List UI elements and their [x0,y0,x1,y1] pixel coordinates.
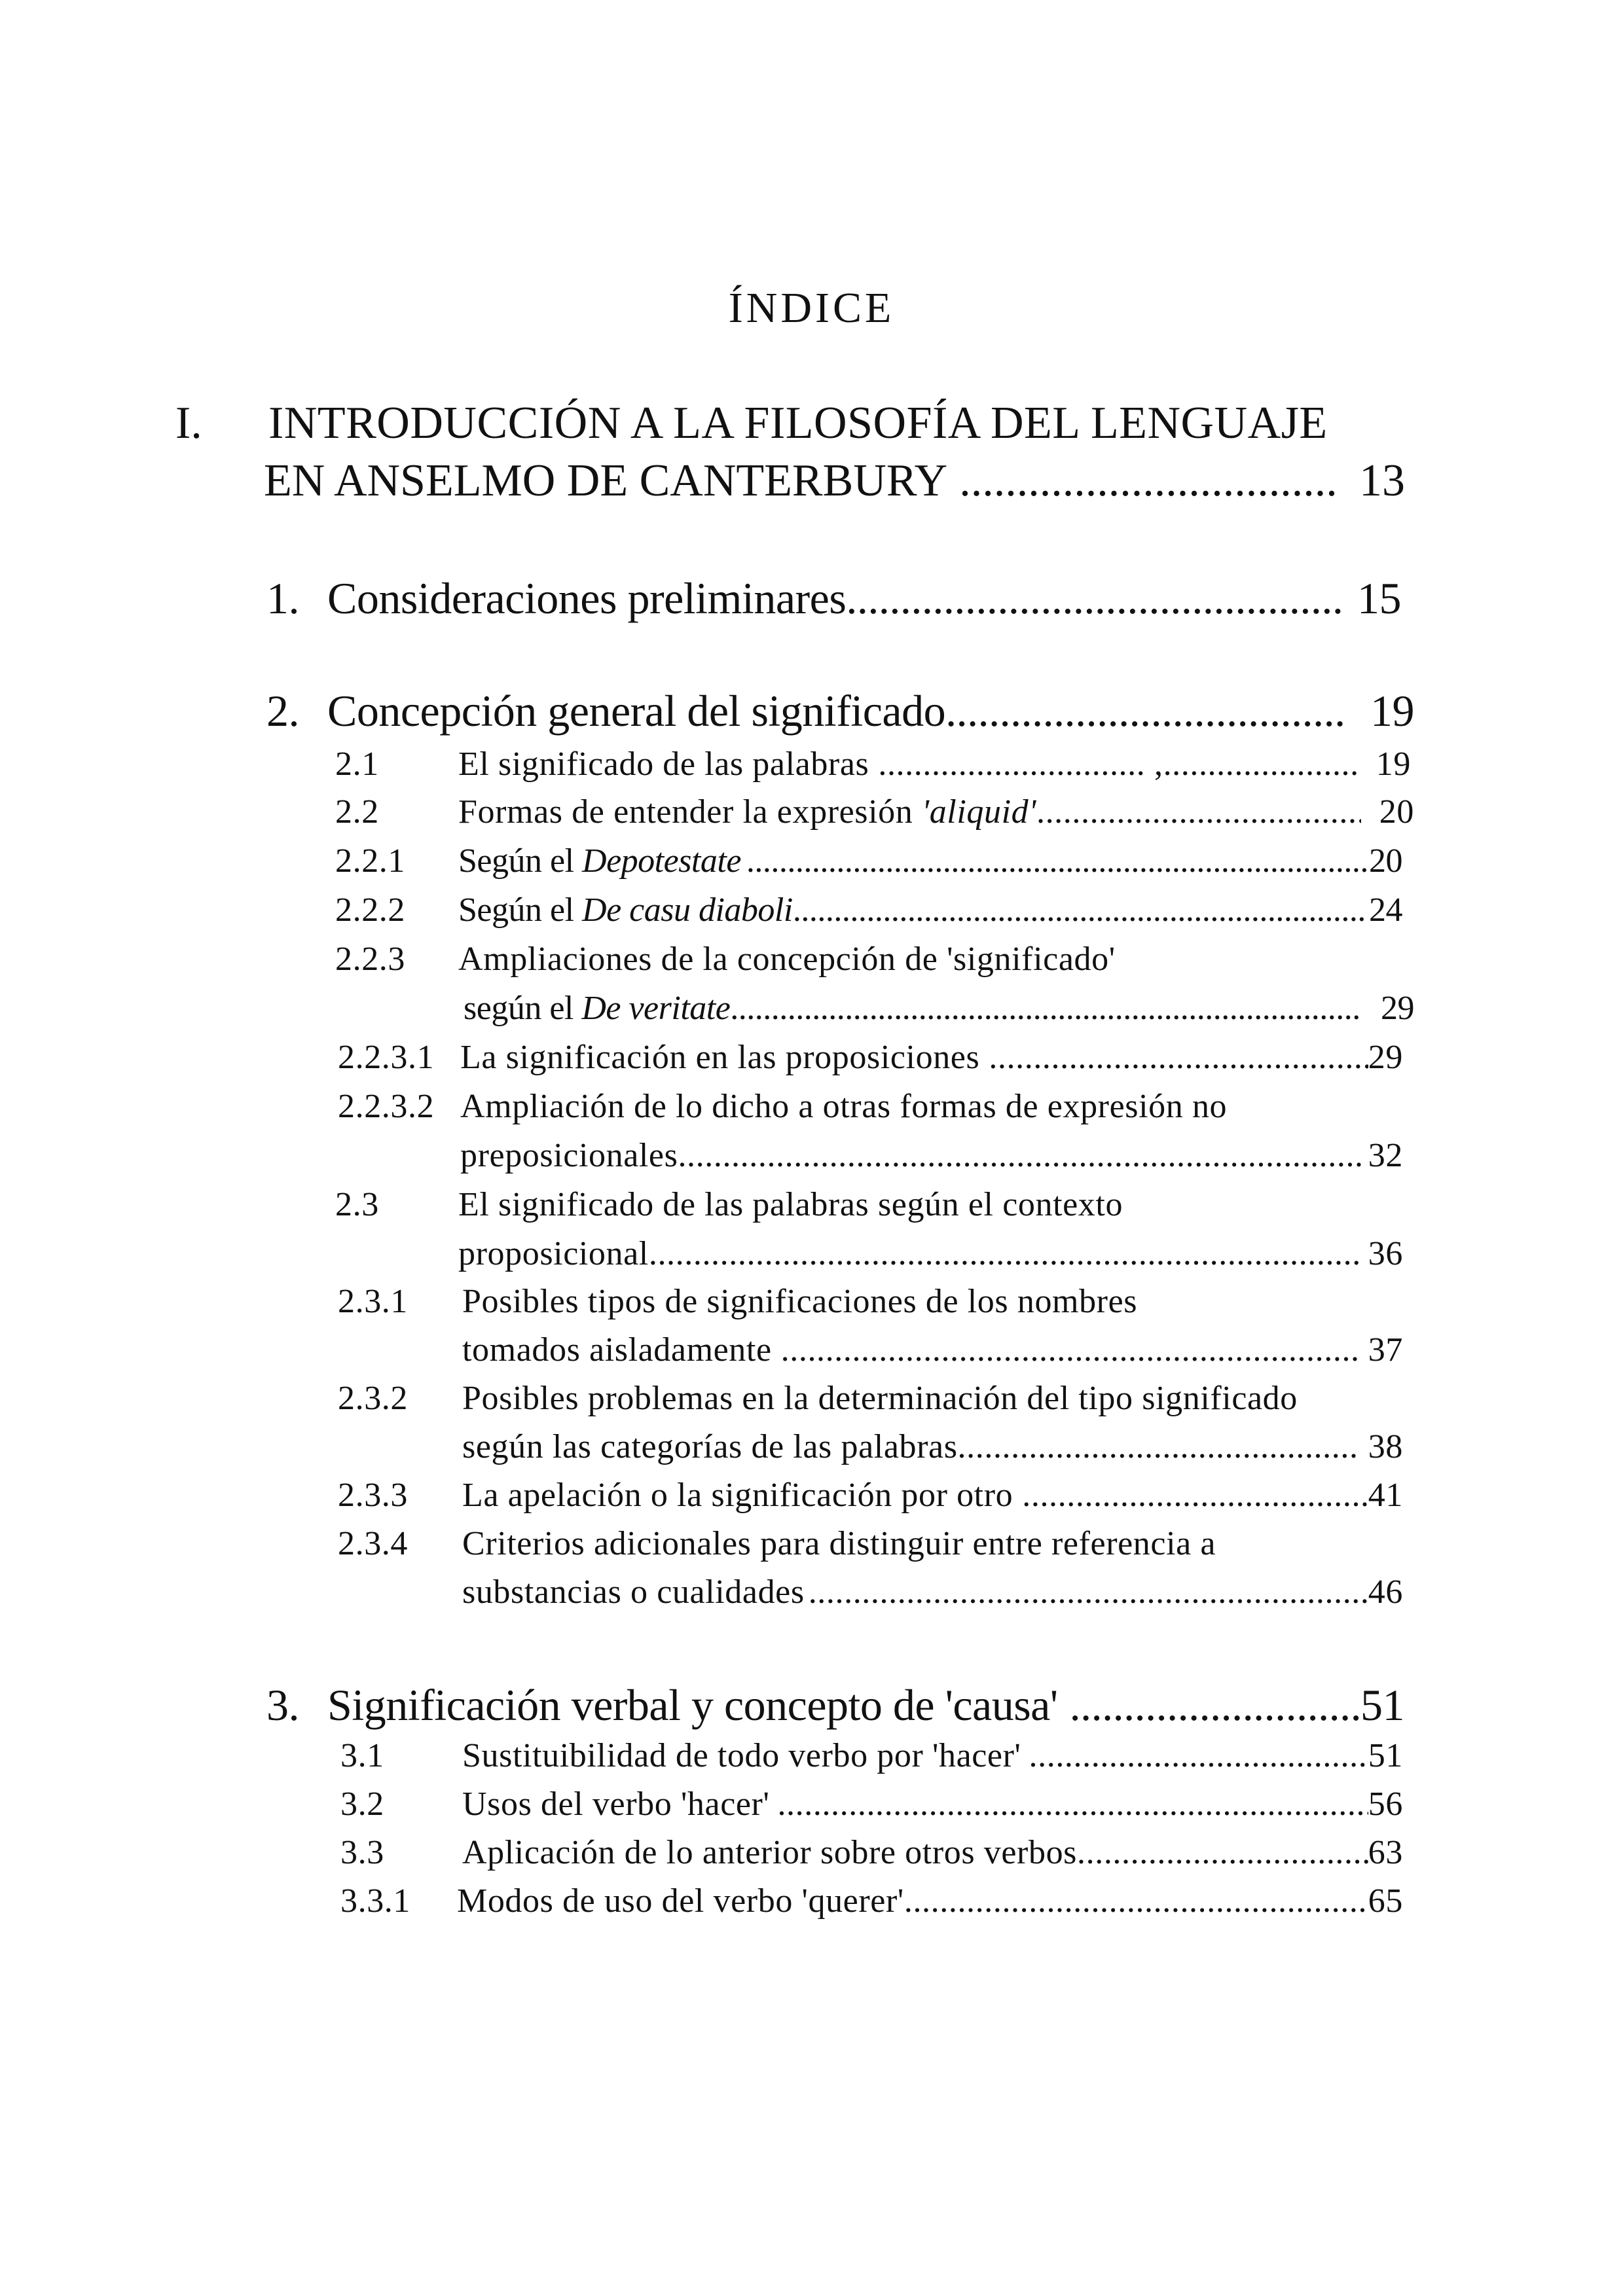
section-number: 2.2.3 [335,941,405,978]
section-number: 2.2.2 [335,891,405,929]
dot-leader [741,844,1369,878]
dot-leader [1036,795,1361,829]
page-number: 36 [1368,1235,1403,1272]
dot-leader [958,1430,1359,1464]
section-title: La apelación o la significación por otro [462,1477,1013,1514]
section-number: 2.2.1 [335,842,405,880]
page-number: 29 [1381,990,1414,1027]
section-title: Según el De casu diaboli [458,891,793,929]
section-number: 3.2 [340,1785,384,1823]
page-number: 20 [1379,793,1414,831]
page-title: ÍNDICE [728,284,895,332]
dot-leader [805,1575,1368,1609]
section-number: 2.3.3 [338,1477,408,1514]
chapter-number: 1. [266,573,299,623]
section-title-line-2: preposicionales [460,1137,678,1174]
section-number: 2.3.2 [338,1380,408,1417]
chapter-number: 3. [266,1680,299,1730]
page-number: 29 [1368,1039,1403,1076]
section-title: Sustituibilidad de todo verbo por 'hacer' [462,1737,1021,1774]
page-number: 20 [1369,842,1402,880]
part-title-line-2 [264,458,1405,504]
part-number: I. [175,398,202,448]
section-title: Aplicación de lo anterior sobre otros verbos [462,1834,1078,1871]
dot-leader [1021,1739,1368,1773]
section-title-line-1: Criterios adicionales para distinguir entre referencia a [462,1525,1216,1562]
section-title-line-2: proposicional [458,1235,649,1272]
section-number: 3.3.1 [340,1882,410,1920]
section-number: 2.1 [335,745,379,783]
page-number: 19 [1376,745,1411,783]
section-title: Usos del verbo 'hacer' [462,1785,770,1823]
page-number: 51 [1368,1737,1403,1774]
page-number: 15 [1357,573,1401,623]
dot-leader [1077,1836,1368,1870]
page-number: 19 [1370,686,1414,736]
section-number: 2.2.3.1 [338,1039,435,1076]
section-title: La significación en las proposiciones [460,1039,980,1076]
section-title-line-1: Ampliaciones de la concepción de 'significado' [458,941,1116,978]
section-title-line-1: Posibles tipos de significaciones de los nombres [462,1283,1138,1320]
dot-leader [769,1787,1368,1821]
section-number: 3.3 [340,1834,384,1871]
section-title-line-2: según el De veritate [464,990,731,1027]
dot-leader [904,1884,1368,1918]
page-number: 41 [1368,1477,1403,1514]
dot-leader [793,893,1365,927]
dot-leader [1163,747,1358,781]
dot-leader-text: .............................. , [878,745,1163,783]
part-title-line-1: INTRODUCCIÓN A LA FILOSOFÍA DEL LENGUAJE [268,398,1328,448]
section-title: Formas de entender la expresión 'aliquid' [458,793,1036,831]
section-title-line-2: según las categorías de las palabras [462,1428,958,1465]
section-number: 2.3.4 [338,1525,408,1562]
section-title-line-1: Ampliación de lo dicho a otras formas de expresión no [460,1088,1228,1125]
page-number: 37 [1368,1331,1403,1369]
dot-leader [979,1041,1368,1075]
page-number: 65 [1368,1882,1403,1920]
dot-leader [678,1139,1362,1173]
dot-leader [1013,1479,1368,1513]
section-number: 2.2.3.2 [338,1088,435,1125]
section-title-line-1: Posibles problemas en la determinación del tipo significado [462,1380,1298,1417]
dot-leader [649,1237,1363,1271]
dot-leader [772,1333,1362,1367]
chapter-title: Consideraciones preliminares [327,573,847,623]
section-title-line-2: substancias o cualidades [462,1573,805,1611]
page-number: 63 [1368,1834,1403,1871]
section-title: El significado de las palabras [458,745,869,783]
section-title: Según el Depotestate [458,842,741,880]
page-number: 56 [1368,1785,1403,1823]
page-number: 46 [1368,1573,1403,1611]
section-title-line-1: El significado de las palabras según el contexto [458,1186,1123,1223]
chapter-title: Concepción general del significado [327,686,946,736]
dot-leader [945,689,1344,733]
section-number: 3.1 [340,1737,384,1774]
chapter-number: 2. [266,686,299,736]
dot-leader [846,576,1345,620]
page-number: 24 [1369,891,1402,929]
page-number: 32 [1368,1137,1403,1174]
dot-leader [1058,1683,1360,1727]
dot-leader [730,992,1362,1026]
section-title: Modos de uso del verbo 'querer' [457,1882,904,1920]
section-number: 2.3.1 [338,1283,408,1320]
section-title-line-2: tomados aisladamente [462,1331,772,1369]
page-number: 38 [1368,1428,1403,1465]
section-number: 2.3 [335,1186,379,1223]
dot-leader [947,458,1337,504]
part-title-text: EN ANSELMO DE CANTERBURY [264,456,948,506]
chapter-title: Significación verbal y concepto de 'causa' [327,1680,1058,1730]
page-number: 51 [1360,1680,1404,1730]
page-number: 13 [1359,456,1405,506]
section-number: 2.2 [335,793,379,831]
